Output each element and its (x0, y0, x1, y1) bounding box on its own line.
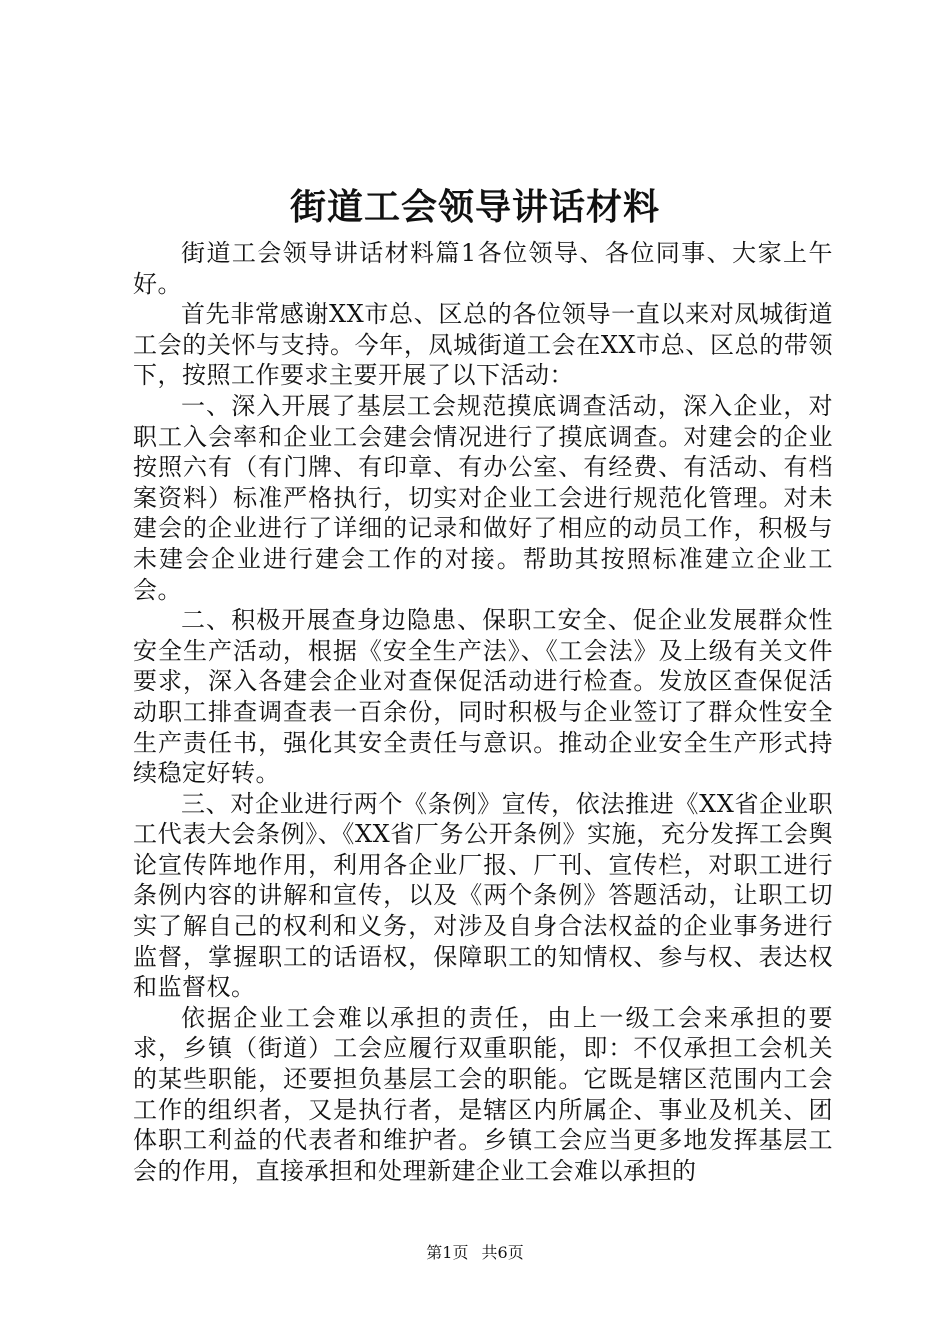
paragraph-intro: 街道工会领导讲话材料篇1各位领导、各位同事、大家上午好。 (133, 239, 833, 298)
paragraph-item-2: 二、积极开展查身边隐患、保职工安全、促企业发展群众性安全生产活动，根据《安全生产法》、《工会法》及上级有关文件要求，深入各建会企业对查保促活动进行检查。发放区查保促活动职工排查调查表一百余份，同时积极与企业签订了群众性安全生产责任书，强化其安全责任与意识。推动企业安全生产形式持续稳定好转。 (133, 606, 833, 788)
paragraph-thanks: 首先非常感谢XX市总、区总的各位领导一直以来对凤城街道工会的关怀与支持。今年，凤城街道工会在XX市总、区总的带领下，按照工作要求主要开展了以下活动： (133, 300, 833, 390)
page-footer (0, 1243, 950, 1263)
document-title: 街道工会领导讲话材料 (289, 186, 660, 228)
paragraph-item-1: 一、深入开展了基层工会规范摸底调查活动，深入企业，对职工入会率和企业工会建会情况进行了摸底调查。对建会的企业按照六有（有门牌、有印章、有办公室、有经费、有活动、有档案资料）标准严格执行，切实对企业工会进行规范化管理。对未建会的企业进行了详细的记录和做好了相应的动员工作，积极与未建会企业进行建会工作的对接。帮助其按照标准建立企业工会。 (133, 391, 833, 604)
paragraph-item-3: 三、对企业进行两个《条例》宣传，依法推进《XX省企业职工代表大会条例》、《XX省厂务公开条例》实施，充分发挥工会舆论宣传阵地作用，利用各企业厂报、厂刊、宣传栏，对职工进行条例内容的讲解和宣传，以及《两个条例》答题活动，让职工切实了解自己的权利和义务，对涉及自身合法权益的企业事务进行监督，掌握职工的话语权，保障职工的知情权、参与权、表达权和监督权。 (133, 789, 833, 1002)
document-body (133, 238, 833, 1186)
page-number-current: 第1页 (426, 1243, 469, 1262)
paragraph-duties: 依据企业工会难以承担的责任，由上一级工会来承担的要求，乡镇（街道）工会应履行双重职能，即：不仅承担工会机关的某些职能，还要担负基层工会的职能。它既是辖区范围内工会工作的组织者，又是执行者，是辖区内所属企、事业及机关、团体职工利益的代表者和维护者。乡镇工会应当更多地发挥基层工会的作用，直接承担和处理新建企业工会难以承担的 (133, 1003, 833, 1185)
page-number-total: 共6页 (481, 1243, 524, 1262)
